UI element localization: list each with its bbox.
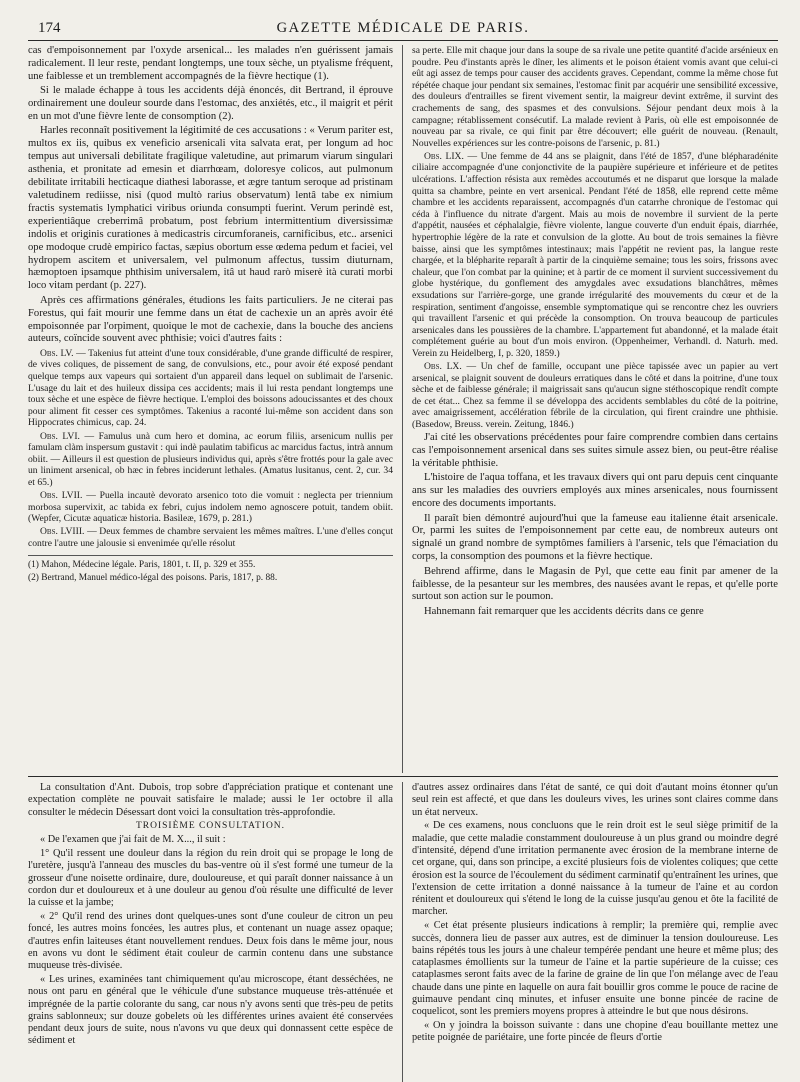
observation-label: Obs. LVIII.	[40, 526, 85, 538]
observation-label: Obs. LIX.	[424, 150, 464, 162]
observation-text: — Une femme de 44 ans se plaignit, dans l'été de 1857, d'une blépharadénite ciliaire accompagnée d'une conjonctivite de la paupière supérieure et inférieure et de petites ulcérations. L'affection résista aux remèdes accoutumés et ne disparut que lorsque la malade quitta sa chambre, peinte en vert arsenical. Pendant l'été de 1858, elle reprend cette même chambre et les accidents reparaissent, accompagnés d'un catarrhe chronique de l'estomac qui céda à l'influence du nitrate d'argent. Mais au mois de novembre il survient de la perte d'appétit, nausées et céphalalgie, fièvre violente, langue couverte d'un enduit épais, diarrhée, hypertrophie légère de la rate et convulsion de la glotte. Au bout de trois semaines la fièvre baisse, ainsi que les symptômes intestinaux; mais l'appétit ne revient pas, la langue reste chargée, et la blépharite reparaît à partir de la cinquième semaine; tous les soirs, frissons avec chaleur, que l'on combat par la quinine; et à partir de ce moment il survient successivement du globe hystérique, du gonflement des amygdales avec exsudations blanchâtres, mêmes exsudations sur l'arrière-gorge, une grande irrégularité des mouvements du cœur et de la respiration, sentiment d'angoisse, ensemble symptomatique qui se rencontre chez les ouvriers qui travaillent l'arsenic et qui précède la consomption. On trouva beaucoup de particules arsenicales dans les poussières de la chambre. L'appartement fut abandonné, et la malade était complétement guérie au bout d'un mois environ. (Oppenheimer, Verhandl. d. Naturh. med. Verein zu Heidelberg, I, p. 320, 1859.)	[412, 150, 778, 359]
page-number: 174	[38, 20, 61, 36]
paragraph: cas d'empoisonnement par l'oxyde arsenical... les malades n'en guérissent jamais radicalement. Il leur reste, pendant longtemps, une toux sèche, un ptyalisme fréquent, une faiblesse et un tremblement accompagnés de la fièvre hectique (1).	[28, 45, 393, 82]
paragraph: La consultation d'Ant. Dubois, trop sobre d'appréciation pratique et contenant une expectation complète ne pouvait satisfaire le malade; aussi le 1er octobre il alla consulter le médecin Désessart dont voici la consultation très-approfondie.	[28, 782, 393, 818]
observation-text: — Deux femmes de chambre servaient les mêmes maîtres. L'une d'elles conçut contre l'autre une jalousie si envenimée qu'elle résolut	[28, 526, 394, 549]
bottom-left-column	[28, 782, 403, 1082]
right-column	[403, 45, 778, 773]
paragraph: « 2° Qu'il rend des urines dont quelques-unes sont d'une couleur de citron un peu foncé, les autres moins foncées, les autres plus, et contenant un nuage assez opaque; d'autres enfin laiteuses étant nouvellement rendues. Deux fois dans le même jour, nous en avons vu dont le sédiment était couleur de carmin contenu dans une substance muqueuse très-divisée.	[28, 910, 393, 972]
paragraph: J'ai cité les observations précédentes pour faire comprendre combien dans certains cas l'empoisonnement arsenical dans ses suites simule assez bien, ou peut-être réalise la véritable phthisie.	[412, 432, 778, 469]
observation-lv	[28, 348, 393, 429]
observation-text: — Takenius fut atteint d'une toux considérable, d'une grande difficulté de respirer, de vives coliques, de pissement de sang, de convulsions, etc., pour avoir été exposé pendant quelque temps aux vapeurs qui sortaient d'un appareil dans lequel on sublimait de l'arsenic. L'usage du lait et des huileux dissipa ces accidents; mais il lui resta pendant longtemps une toux sèche et une espèce de fièvre hectique. L'emploi des boissons adoucissantes et des choux pour aliment fit cesser ces symptômes. Takenius a raconté lui-même son accident dans son Hippocrates chimicus, cap. 24.	[28, 347, 394, 429]
top-columns	[28, 45, 778, 773]
paragraph: « Les urines, examinées tant chimiquement qu'au microscope, étant desséchées, ne nous ont paru en général que le véhicule d'une substance muqueuse très-atténuée et imprégnée de la partie colorante du sang, car nous n'y avons senti que très-peu de petits grains sablonneux; sur douze gobelets où les différentes urines avaient été conservées pendant deux jours de suite, nous n'avons vu que deux qui donnassent cette espèce de sédiment et	[28, 973, 393, 1047]
observation-lvi	[28, 431, 393, 489]
observation-label: Obs. LX.	[424, 361, 462, 373]
running-title: GAZETTE MÉDICALE DE PARIS.	[276, 20, 530, 36]
footnote: (1) Mahon, Médecine légale. Paris, 1801, t. II, p. 329 et 355.	[28, 560, 256, 571]
observation-label: Obs. LV.	[40, 347, 74, 359]
left-column	[28, 45, 403, 773]
observation-text: — Puella incautè devorato arsenico toto die vomuit : neglecta per triennium morbosa supervixit, ac tabida ex febri, cujus indolem nemo agnoscere potuit, tandem obiit. (Wepfer, Cicutæ aquaticæ historia. Basileæ, 1679, p. 281.)	[28, 489, 394, 525]
paragraph: Behrend affirme, dans le Magasin de Pyl, que cette eau finit par amener de la faiblesse, de la pesanteur sur les membres, des nausées avant le repas, et qu'elle porte surtout son action sur le poumon.	[412, 565, 778, 603]
paragraph: L'histoire de l'aqua toffana, et les travaux divers qui ont paru depuis cent cinquante ans sur les maladies des ouvriers employés aux mines arsenicales, nous fournissent encore des documents importants.	[412, 472, 778, 510]
paragraph: « De l'examen que j'ai fait de M. X..., il suit :	[40, 834, 226, 846]
footnotes	[28, 555, 393, 584]
bottom-columns	[28, 782, 778, 1082]
observation-lx	[412, 361, 778, 431]
paragraph: « On y joindra la boisson suivante : dans une chopine d'eau bouillante mettez une petite poignée de pariétaire, une forte pincée de fleurs d'ortie	[412, 1020, 778, 1044]
observation-lix	[412, 151, 778, 360]
observation-label: Obs. LVII.	[40, 489, 83, 501]
paragraph: sa perte. Elle mit chaque jour dans la soupe de sa rivale une petite quantité d'acide arsénieux en poudre. Peu d'instants après le dîner, les aliments et le poison étaient vomis avant que celui-ci eût agi assez de temps pour causer des accidents graves. Cependant, comme la même chose fut répétée chaque jour pendant six semaines, l'estomac finit par acquérir une sensibilité excessive, des douleurs d'entrailles se firent vivement sentir, la maigreur devint extrême, il survint des crachements de sang, des spasmes et des convulsions. Séjour pendant deux mois à la campagne; rétablissement consécutif. La malade revient à Paris, où elle est empoisonnée de nouveau par sa rivale, ce qui finit par être découvert; elle guérit de nouveau. (Renault, Nouvelles expériences sur les contre-poisons de l'arsenic, p. 81.)	[412, 45, 778, 149]
footnote: (2) Bertrand, Manuel médico-légal des poisons. Paris, 1817, p. 88.	[28, 573, 278, 584]
paragraph: « Cet état présente plusieurs indications à remplir; la première qui, remplie avec succès, donnera lieu de passer aux autres, est de diminuer la tension douloureuse. Les bains répétés tous les jours à une chaleur tempérée pendant une heure et même plus; des cataplasmes émollients sur la tumeur de l'aine et la partie supérieure de la cuisse; ces cataplasmes seront faits avec de la farine de graine de lin que l'on mélange avec de l'eau chaude dans une pinte en laquelle on aura fait bouillir gros comme le pouce de racine de guimauve pendant cinq minutes, et infuser ensuite une bonne pincée de racine de coquelicot, sont les premiers moyens propres à atteindre le but que nous désirons.	[412, 920, 778, 1018]
observation-text: — Un chef de famille, occupant une pièce tapissée avec un papier au vert arsenical, se plaignit souvent de douleurs erratiques dans le côté et dans la poitrine, d'une toux sèche et de faiblesse générale; il maigrissait sans qu'aucun signe stéthoscopique rendît compte de cet état... Chez sa femme il se développa des accidents semblables du côté de la poitrine, avec amaigrissement, accélération fébrile de la circulation, qui firent craindre une phthisie. (Basedow, Breuss. verein. Zeitung, 1846.)	[412, 361, 778, 430]
observation-label: Obs. LVI.	[40, 430, 80, 442]
observation-lvii	[28, 490, 393, 525]
paragraph: Harles reconnaît positivement la légitimité de ces accusations : « Verum pariter est, multos ex iis, quibus ex veneficio arsenicali vita salvata erat, per longum ad hoc tempus aut universali debilitate fragilique valetudine, aut primarum viarum singulari asthenia, et pronitate ad emesin et diarrhœam, doloresye colicos, aut pulmonum debilitate irritabili hecticaque diathesi laborasse, et ægre tantum seroque ad pristinam valetudinem rediisse, nisi (quod multò rarius observatum) lentâ tabe ex nimium fractis systematis lymphatici viribus oriunda consumpti fuerint. Verum perindè est, experientiâque creberrimâ probatum, post febrium intermittentium diversissimæ indolis et originis curationes à medicastris circumforaneis, carnificibus, etc.. arsenici ope modoque crudè empirico factas, sæpius obortum esse œdema pedum et faciei, vel hydropem ascitem et universalem, vel pulmonum affectus, tussim diuturnam, hæmoptoen ipsamque phthisim universalem, itâ ut haud rarò miserè ità curati morbi loco vitam perdant (p. 227).	[28, 125, 393, 292]
paragraph: Après ces affirmations générales, étudions les faits particuliers. Je ne citerai pas Forestus, qui fait mourir une femme dans un état de cachexie un an après avoir été empoisonnée par l'orpiment, quoique le mot de cachexie, dans la bouche des anciens auteurs, coïncide souvent avec phthisie; voici d'autres faits :	[28, 294, 393, 345]
bottom-right-column	[403, 782, 778, 1082]
paragraph: Hahnemann fait remarquer que les accidents décrits dans ce genre	[424, 605, 704, 617]
paragraph: Il paraît bien démontré aujourd'hui que la fameuse eau italienne était arsenicale. Or, parmi les suites de l'empoisonnement par cette eau, de nombreux auteurs ont signalé un grand nombre de symptômes familiers à l'arsenic, tels que l'émaciation du corps, la consomption des poumons et la fièvre hectique.	[412, 512, 778, 563]
paragraph: 1° Qu'il ressent une douleur dans la région du rein droit qui se propage le long de l'uretère, jusqu'à l'anneau des muscles du bas-ventre où il s'est formé une tumeur de la grosseur d'une noisette ordinaire, dure, douloureuse, et qui paraît donner naissance à un cordon dur et douloureux et à une douleur au genou d'où résulte une difficulté de lever la cuisse et la jambe;	[28, 847, 393, 909]
section-divider	[28, 776, 778, 777]
page-header	[28, 14, 778, 41]
paragraph: d'autres assez ordinaires dans l'état de santé, ce qui doit d'autant moins étonner qu'un seul rein est affecté, et que dans les douleurs vives, les urines sont claires comme dans un état nerveux.	[412, 782, 778, 818]
observation-lviii	[28, 526, 393, 549]
consultation-heading: TROISIÈME CONSULTATION.	[135, 821, 286, 832]
paragraph: « De ces examens, nous concluons que le rein droit est le seul siège primitif de la maladie, que cette maladie constamment douloureuse à un plus grand ou moindre degré d'intensité, dépend d'une irritation permanente avec érosion de la membrane interne de cet organe, qui, dans son principe, a excité plusieurs fois de violentes coliques; que cette érosion est la source de l'écoulement du sédiment carminatif qu'entraînent les urines, que l'extension de cette irritation a donné naissance à la tumeur de l'aine et au cordon rénitent et douloureux qui s'étend le long de la cuisse jusqu'au genou et ôte la facilité de marcher.	[412, 820, 778, 918]
observation-text: — Famulus unà cum hero et domina, ac eorum filiis, arsenicum nullis per famulam clàm inspersum gustavit : qui indè paulatim tabificus ac marcidus factus, intrà annum obiit. — Ailleurs il est question de plusieurs individus qui, après s'être frottés pour la gale avec un liniment arsenical, ob hæc in febres inciderunt lethales. (Amatus lusitanus, cent. 2, cur. 34 et 65.)	[28, 430, 393, 488]
paragraph: Si le malade échappe à tous les accidents déjà énoncés, dit Bertrand, il éprouve ordinairement une douleur sourde dans l'estomac, des anxiétés, etc., il maigrit et périt en un mot d'une fièvre lente de consomption (2).	[28, 85, 393, 123]
